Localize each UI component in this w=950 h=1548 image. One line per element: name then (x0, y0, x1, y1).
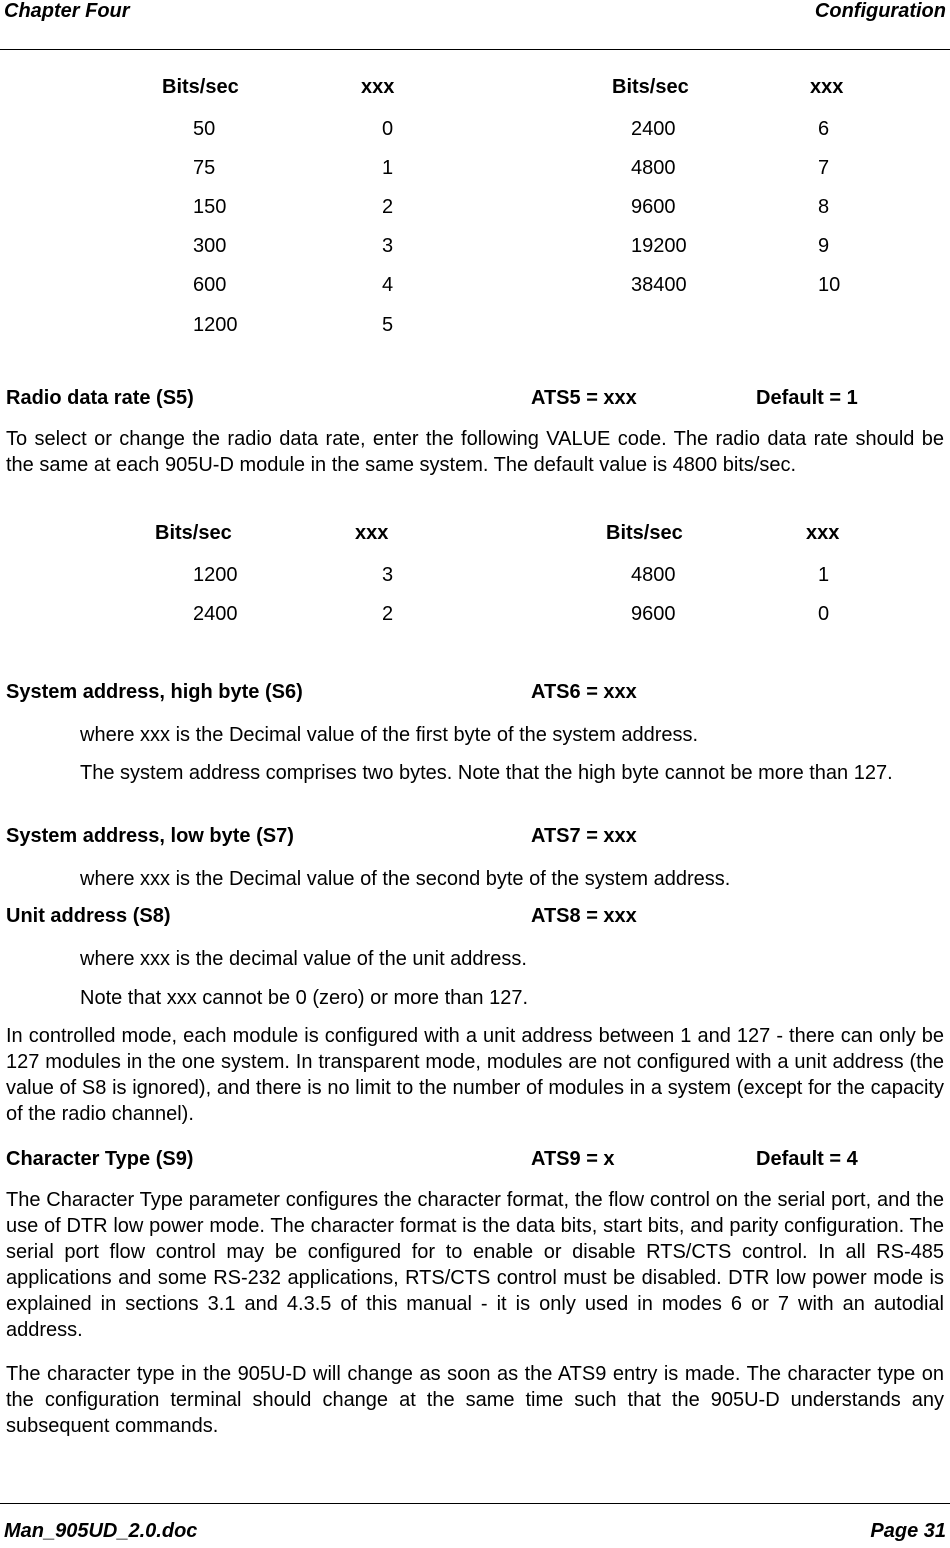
s6-note: where xxx is the Decimal value of the first byte of the system address. (80, 724, 699, 746)
table-cell: 6 (818, 118, 830, 140)
s9-title: Character Type (S9) (6, 1148, 194, 1170)
s6-title: System address, high byte (S6) (6, 681, 303, 703)
table-cell: 4 (382, 274, 394, 296)
s9-default: Default = 4 (756, 1148, 858, 1170)
table-cell: 10 (818, 274, 841, 296)
table-cell: 38400 (631, 274, 687, 296)
chapter-title: Chapter Four (4, 0, 130, 22)
table-cell: 2 (382, 196, 394, 218)
table-cell: 1200 (193, 314, 238, 336)
table-cell: 150 (193, 196, 227, 218)
table-cell: 2400 (631, 118, 676, 140)
s5-command: ATS5 = xxx (531, 387, 637, 409)
table-cell: 8 (818, 196, 830, 218)
table-cell: 300 (193, 235, 227, 257)
table-cell: 2400 (193, 603, 238, 625)
table-cell: 4800 (631, 157, 676, 179)
table-cell: 1 (382, 157, 394, 179)
table-header: Bits/sec (606, 522, 683, 544)
table-cell: 3 (382, 564, 394, 586)
s6-command: ATS6 = xxx (531, 681, 637, 703)
table-cell: 9600 (631, 603, 676, 625)
header-rule (0, 49, 950, 50)
s8-command: ATS8 = xxx (531, 905, 637, 927)
table-header: Bits/sec (612, 76, 689, 98)
table-header: xxx (361, 76, 395, 98)
s9-description: The character type in the 905U-D will change as soon as the ATS9 entry is made. The character type on the configuration terminal should change at the same time such that the 905U-D understands any subsequent commands. (6, 1363, 944, 1437)
s7-command: ATS7 = xxx (531, 825, 637, 847)
table-header: xxx (810, 76, 844, 98)
s8-note: Note that xxx cannot be 0 (zero) or more than 127. (80, 987, 529, 1009)
table-cell: 50 (193, 118, 216, 140)
s8-note: where xxx is the decimal value of the unit address. (80, 948, 527, 970)
footer-rule (0, 1503, 950, 1504)
table-cell: 2 (382, 603, 394, 625)
s8-description: In controlled mode, each module is configured with a unit address between 1 and 127 - there can only be 127 modules in the one system. In transparent mode, modules are not configured with a unit address (the value of S8 is ignored), and there is no limit to the number of modules in a system (except for the capacity of the radio channel). (6, 1025, 944, 1125)
table-cell: 9600 (631, 196, 676, 218)
table-cell: 5 (382, 314, 394, 336)
table-cell: 75 (193, 157, 216, 179)
section-title: Configuration (814, 0, 946, 22)
s7-title: System address, low byte (S7) (6, 825, 294, 847)
table-cell: 9 (818, 235, 830, 257)
table-cell: 19200 (631, 235, 687, 257)
s5-title: Radio data rate (S5) (6, 387, 194, 409)
s5-description: To select or change the radio data rate, enter the following VALUE code. The radio data rate should be the same at each 905U-D module in the same system. The default value is 4800 bits/sec. (6, 428, 944, 476)
table-cell: 4800 (631, 564, 676, 586)
table-cell: 0 (818, 603, 830, 625)
s5-default: Default = 1 (756, 387, 858, 409)
s8-title: Unit address (S8) (6, 905, 171, 927)
table-header: xxx (806, 522, 840, 544)
table-cell: 1200 (193, 564, 238, 586)
s9-description: The Character Type parameter configures the character format, the flow control on the serial port, and the use of DTR low power mode. The character format is the data bits, start bits, and parity configuration. The serial port flow control may be configured for to enable or disable RTS/CTS control. In all RS-485 applications and some RS-232 applications, RTS/CTS control must be disabled. DTR low power mode is explained in sections 3.1 and 4.3.5 of this manual - it is only used in modes 6 or 7 with an autodial address. (6, 1189, 944, 1341)
s9-command: ATS9 = x (531, 1148, 615, 1170)
s6-note: The system address comprises two bytes. Note that the high byte cannot be more than 127. (80, 762, 893, 784)
table-cell: 7 (818, 157, 830, 179)
table-header: xxx (355, 522, 389, 544)
table-header: Bits/sec (162, 76, 239, 98)
table-cell: 0 (382, 118, 394, 140)
table-cell: 600 (193, 274, 227, 296)
document-filename: Man_905UD_2.0.doc (4, 1520, 198, 1542)
table-cell: 1 (818, 564, 830, 586)
s7-note: where xxx is the Decimal value of the second byte of the system address. (80, 868, 731, 890)
page-number: Page 31 (870, 1520, 946, 1542)
table-cell: 3 (382, 235, 394, 257)
table-header: Bits/sec (155, 522, 232, 544)
